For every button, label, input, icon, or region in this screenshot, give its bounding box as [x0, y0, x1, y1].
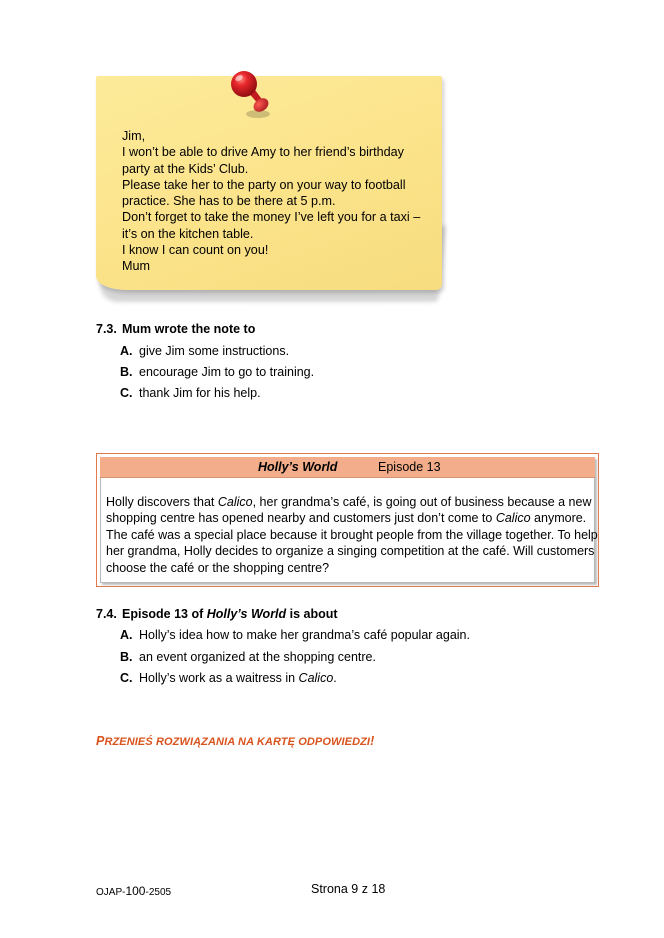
- option-letter: C.: [120, 671, 133, 685]
- option-text: an event organized at the shopping centre.: [139, 650, 376, 664]
- option-text: encourage Jim to go to training.: [139, 365, 315, 379]
- option-7-4-b[interactable]: [120, 650, 376, 664]
- option-text: thank Jim for his help.: [139, 386, 261, 400]
- question-number: 7.4.: [96, 607, 117, 621]
- question-7-3: [96, 322, 255, 336]
- option-7-4-c[interactable]: [120, 671, 337, 685]
- push-pin-icon: [226, 68, 276, 124]
- note-line: Please take her to the party on your way to football: [122, 177, 406, 192]
- question-number: 7.3.: [96, 322, 117, 336]
- option-7-3-b[interactable]: [120, 365, 314, 379]
- option-text: Holly’s work as a waitress in Calico.: [139, 671, 337, 685]
- note-message: [122, 128, 422, 275]
- episode-box: [96, 453, 599, 587]
- episode-description: [106, 494, 596, 576]
- option-7-4-a[interactable]: [120, 628, 470, 642]
- question-7-4: 7.4. Episode 13 of Holly’s World is about: [96, 607, 338, 621]
- question-text: Mum wrote the note to: [122, 322, 256, 336]
- description-line: The café was a special place because it brought people from the village together. To help: [106, 527, 598, 542]
- option-7-3-c[interactable]: [120, 386, 261, 400]
- transfer-instruction: PRZENIEŚ ROZWIĄZANIA NA KARTĘ ODPOWIEDZI!: [96, 734, 375, 748]
- description-line: shopping centre has opened nearby and customers just don’t come to Calico anymore.: [106, 511, 587, 526]
- option-letter: B.: [120, 365, 133, 379]
- note-line: I know I can count on you!: [122, 243, 269, 258]
- option-letter: A.: [120, 344, 133, 358]
- note-line: party at the Kids’ Club.: [122, 161, 249, 176]
- option-letter: B.: [120, 650, 133, 664]
- description-line: choose the café or the shopping centre?: [106, 560, 330, 575]
- page-number: Strona 9 z 18: [311, 882, 386, 896]
- series-title: Holly’s World: [258, 460, 338, 474]
- note-line: Mum: [122, 259, 150, 274]
- note-line: Don’t forget to take the money I’ve left you for a taxi –: [122, 210, 421, 225]
- option-text: give Jim some instructions.: [139, 344, 290, 358]
- note-line: practice. She has to be there at 5 p.m.: [122, 194, 336, 209]
- note-line: it’s on the kitchen table.: [122, 226, 254, 241]
- option-7-3-a[interactable]: [120, 344, 289, 358]
- note-line: Jim,: [122, 129, 146, 143]
- episode-label: Episode 13: [378, 460, 441, 474]
- option-text: Holly’s idea how to make her grandma’s café popular again.: [139, 628, 470, 642]
- series-title-inline: Holly’s World: [206, 607, 287, 621]
- exam-code: OJAP-100-2505: [96, 884, 172, 898]
- description-line: her grandma, Holly decides to organize a singing competition at the café. Will customers: [106, 544, 595, 559]
- option-letter: A.: [120, 628, 133, 642]
- note-line: I won’t be able to drive Amy to her friend’s birthday: [122, 145, 404, 160]
- episode-box-header: [100, 457, 595, 478]
- description-line: Holly discovers that Calico, her grandma’s café, is going out of business because a new: [106, 495, 592, 509]
- sticky-note: [96, 76, 446, 306]
- option-letter: C.: [120, 386, 133, 400]
